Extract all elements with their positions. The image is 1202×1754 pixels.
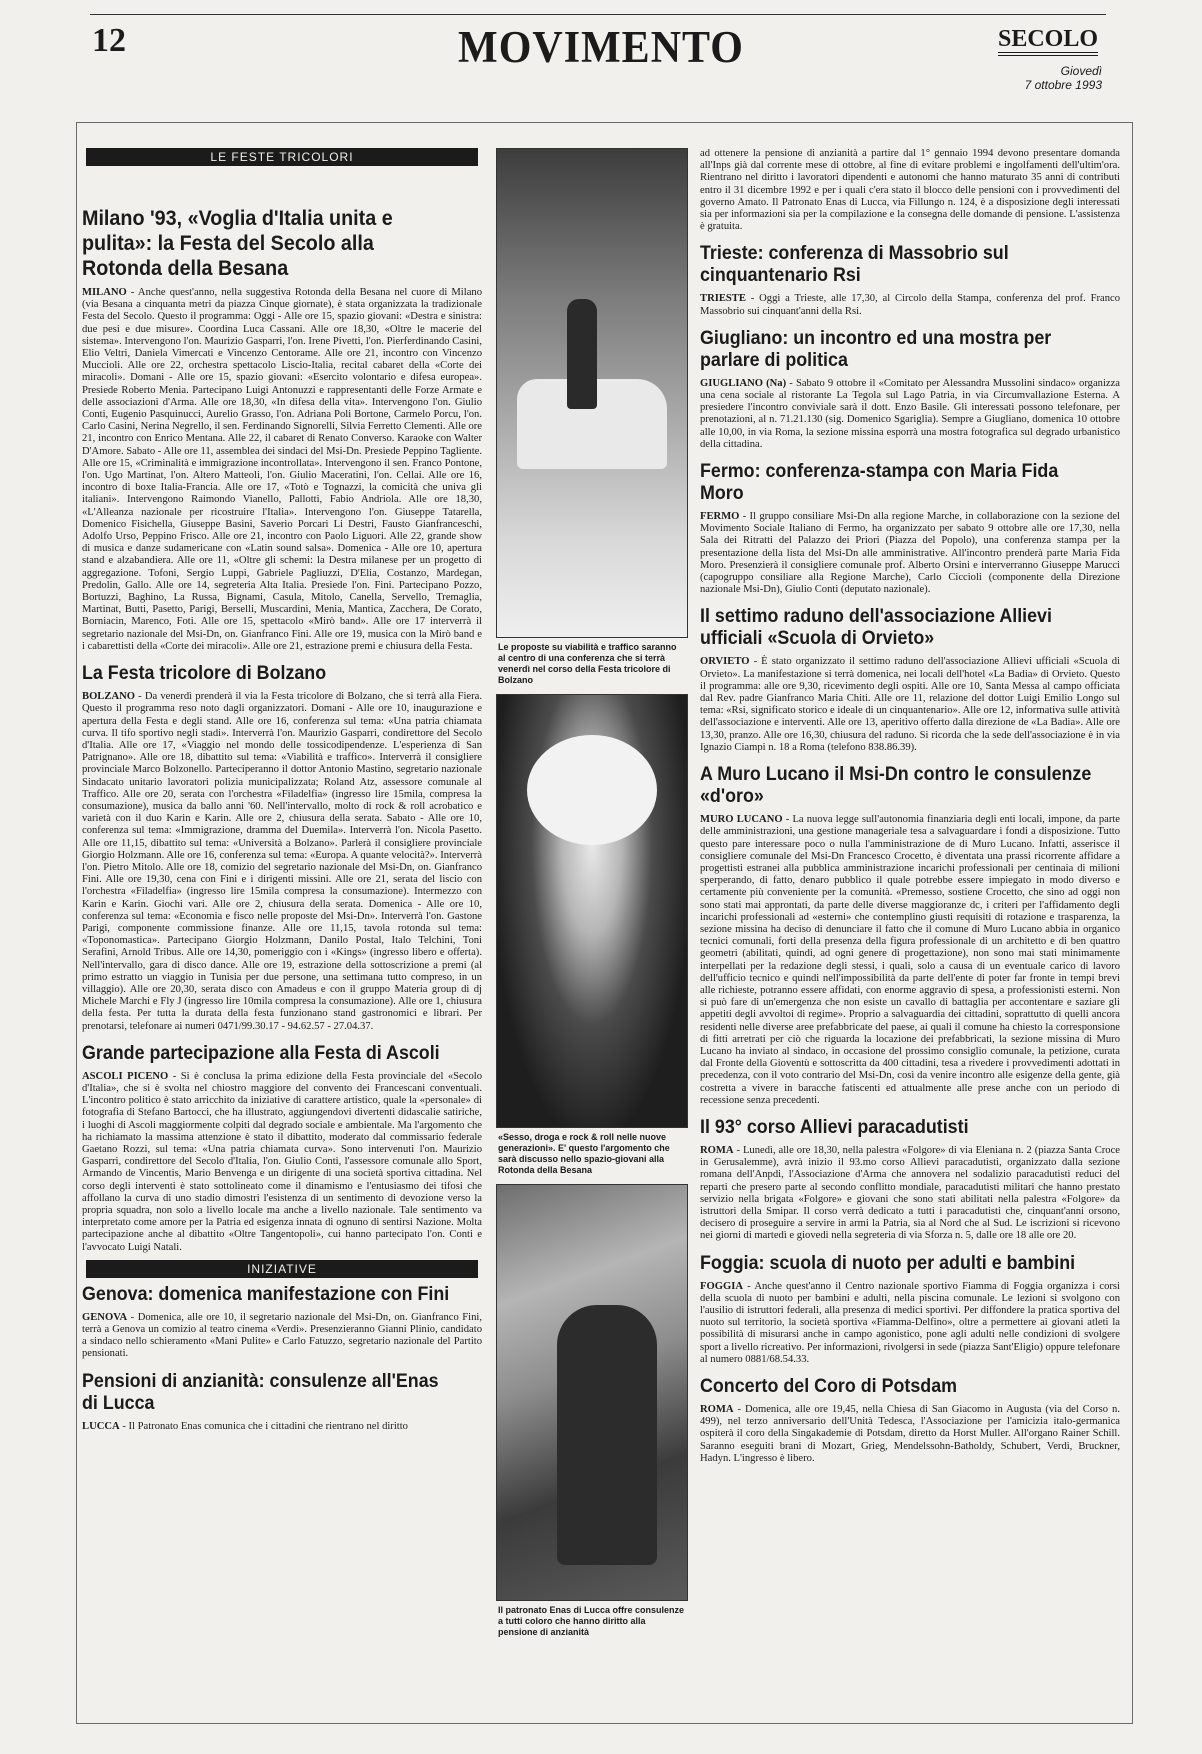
article-body-trieste — [700, 293, 1120, 317]
article-text: - Domenica, alle ore 10, il segretario nazionale del Msi-Dn, on. Gianfranco Fini, terrà a Genova un comizio al teatro cinema «Verdi». Presenzieranno Gianni Plinio, candidato a sindaco nello schieramento «Mani Pulite» e Carlo Fatuzzo, segretario nazionale del Partito pensionati. — [82, 1311, 482, 1360]
article-text: - È stato organizzato il settimo raduno dell'associazione Allievi ufficiali «Scuola di Orvieto». La manifestazione si terrà domenica, nei locali dell'hotel «La Badia» di Orvieto. Questo il programma: alle ore 9,30, ricevimento degli ospiti. Alle ore 10, Santa Messa al campo officiata dal Rev. padre Gianfranco Maria Chiti. Alle ore 11, relazione del dottor Luigi Emilio Longo sul tema: «Rsi, significato storico e ideale di un cinquantenario». Alle ore 12, informativa sulle attività dell'associazione e interventi. Alle ore 13, aperitivo offerto dalla direzione de «La Badia». Alle ore 13,30, pranzo. Alle ore 16,30, chiusura del raduno. Si ricorda che la sede dell'associazione è in via Ignazio Ciampi n. 18 a Roma (telefono 838.86.39). — [700, 656, 1120, 753]
dateline: ORVIETO — [700, 656, 750, 668]
dateline: TRIESTE — [700, 293, 746, 305]
article-body-lucca — [82, 1421, 482, 1433]
photo-balloon — [496, 694, 688, 1128]
article-title-genova: Genova: domenica manifestazione con Fini — [82, 1283, 450, 1305]
dateline: LUCCA — [82, 1420, 120, 1432]
column-left — [82, 148, 482, 1714]
article-body-foggia — [700, 1281, 1120, 1366]
article-text: - La nuova legge sull'autonomia finanziaria degli enti locali, impone, da parte delle amministrazioni, una gestione manageriale tesa a salvaguardare i fondi a disposizione. Tutto questo pare interessare poco o nulla l'amministrazione de di Muro Lucano. Infatti, asserisce il consigliere comunale del Msi-Dn Francesco Crocetto, è diventata una prassi ricorrente affidare a progettisti estranei alla pubblica amministrazione incarichi professionali per centinaia di milioni sperperando, di fatto, denaro pubblico il quale potrebbe essere impiegato in modo diverso e certamente più conveniente per la comunità. «Premesso, sostiene Crocetto, che sino ad oggi non sono stati mai approntati, da parte delle diverse maggioranze dc, i criteri per l'affidamento degli incarichi professionali ad «esterni» che contemplino giusti requisiti di rotazione e trasparenza, la sezione missina ha deciso di denunciare il fatto che il comune di Muro Lucano abbia in organico tecnici comunali, forti della presenza della figura professionale di un architetto e di ben quattro geometri (abilitati, quindi, ad ogni genere di progettazione), non sono mai stati minimamente interpellati per la redazione degli stessi, i quali, solo a causa di un eventuale carico di lavoro dell'ufficio tecnico e quindi nell'impossibilità da parte dell'ente di poter far fronte in tempi brevi alle richieste, potranno essere affidati, con enorme aggravio di spesa, a professionisti esterni. Non si può fare di un'emergenza che non esiste un cavallo di battaglia per accontentare e saziare gli appetiti degli avvoltoi di regime». Proprio a salvaguardia dei cittadini, soprattutto di quelli ancora residenti nelle diverse aree prefabbricate del paese, ai quali il comune ha chiesto la corresponsione di fitti arretrati per ciò che riguarda la locazione dei prefabbricati, la sezione missina di Muro Lucano ha inviato al sindaco, in occasione del prossimo consiglio comunale, la petizione, curata dal Fronte della Gioventù e sottoscritta da 400 cittadini, tesa a rivedere i provvedimenti adottati in precedenza, con il voto contrario del Msi-Dn, così da venire incontro alle esigenze della gente, già costretta a vivere in baracche fatiscenti ed attualmente alle prese anche con un periodo di recessione senza precedenti. — [700, 814, 1120, 1106]
article-title-potsdam: Concerto del Coro di Potsdam — [700, 1376, 958, 1398]
dateline: FOGGIA — [700, 1280, 743, 1292]
top-rule — [90, 14, 1106, 15]
article-continued-lucca: ad ottenere la pensione di anzianità a partire dal 1° gennaio 1994 devono presentare domanda all'Inps già dal corrente mese di ottobre, al fine di evitare problemi e ingolfamenti dell'ultim'ora. Rientrano nel diritto i lavoratori dipendenti e autonomi che hanno maturato 35 anni di contributi entro il 31 dicembre 1992 e per i quali c'era stato il blocco delle pensioni con i provvedimenti del governo Amato. Il Patronato Enas di Lucca, via Fillungo n. 124, è a disposizione degli interessati sia per informazioni sia per la compilazione e la consegna delle domande di pensione. L'assistenza è gratuita. — [700, 148, 1120, 233]
article-text: - Sabato 9 ottobre il «Comitato per Alessandra Mussolini sindaco» organizza una cena sociale al ristorante La Tegola sul Lago Patria, in via Circumvallazione Esterna. A presiedere l'incontro conviviale sarà il dott. Enzo Basile. Gli interessati possono telefonare, per prenotazioni, al n. 71.21.130 (sig. Domenico Sgariglia). Sempre a Giugliano, domenica 10 ottobre alle 10,00, in via Roma, la sezione missina esporrà una mostra fotografica sul degrado urbanistico della cittadina. — [700, 377, 1120, 450]
article-body-muro-lucano — [700, 814, 1120, 1107]
article-title-ascoli: Grande partecipazione alla Festa di Ascoli — [82, 1042, 440, 1064]
section-band-iniziative: INIZIATIVE — [86, 1260, 478, 1278]
article-title-bolzano: La Festa tricolore di Bolzano — [82, 663, 327, 685]
photo-caption-balloon: «Sesso, droga e rock & roll nelle nuove generazioni». E' questo l'argomento che sarà discusso nello spazio-giovani alla Rotonda della Besana — [498, 1132, 670, 1175]
article-text: - Lunedì, alle ore 18,30, nella palestra «Folgore» di via Eleniana n. 2 (piazza Santa Croce in Gerusalemme), avrà inizio il 93.mo corso Allievi paracadutisti, organizzato dalla sezione romana dell'Anpdi, l'Associazione d'Arma che annovera nel sodalizio paracadutisti reduci del reparti che presero parte al secondo conflitto mondiale, paracadutisti militari che hanno prestato servizio nella brigata «Folgore» e giovani che sono stati abilitati nella palestra «Folgore» da istruttori della Smipar. Il corso verrà dedicato a tutti i paracadutisti che, cinquant'anni orsono, decisero di proseguire a servire in armi la Patria, sia al Nord che al Sud. Le iscrizioni si ricevono nei giorni di martedì e giovedì nella segreteria di via Sforza n. 5, dalle ore 18 alle ore 20. — [700, 1144, 1120, 1242]
photo-traffic — [496, 148, 688, 638]
dateline: MILANO — [82, 287, 127, 298]
article-body-bolzano — [82, 691, 482, 1033]
article-title-foggia: Foggia: scuola di nuoto per adulti e bambini — [700, 1252, 1076, 1274]
article-text: - Anche quest'anno il Centro nazionale sportivo Fiamma di Foggia organizza i corsi della scuola di nuoto per bambini e adulti, nella piscina comunale. Le lezioni si svolgono con l'ausilio di istruttori federali, alla presenza di medici sportivi. Per diffondere la pratica sportiva del nuoto sul territorio, la società sportiva «Fiamma-Delfino», oltre a permettere ai giovani atleti la possibilità di misurarsi anche in campo agonistico, pone agli adulti nelle condizioni di svolgere sport a livello ricreativo. Per informazioni, rivolgersi in sede (piazza Sant'Eligio) oppure telefonare al numero 0881/68.54.33. — [700, 1280, 1120, 1365]
photo-caption-patronato: Il patronato Enas di Lucca offre consulenze a tutti coloro che hanno diritto alla pensione di anzianità — [498, 1605, 685, 1637]
article-title-giugliano: Giugliano: un incontro ed una mostra per parlare di politica — [700, 327, 1052, 371]
article-body-giugliano — [700, 378, 1120, 451]
article-body-milano — [82, 287, 482, 653]
dateline: BOLZANO — [82, 691, 135, 703]
newspaper-logo: SECOLO — [998, 26, 1098, 56]
photo-caption-traffic: Le proposte su viabilità e traffico saranno al centro di una conferenza che si terrà venerdì nel corso della Festa tricolore di Bolzano — [498, 642, 677, 685]
column-photos — [496, 148, 688, 1714]
article-title-muro-lucano: A Muro Lucano il Msi-Dn contro le consulenze «d'oro» — [700, 764, 1092, 808]
article-body-potsdam — [700, 1404, 1120, 1465]
dateline: ROMA — [700, 1404, 734, 1416]
article-text: - Si è conclusa la prima edizione della Festa provinciale del «Secolo d'Italia», che si è svolta nel chiostro maggiore del convento dei Francescani conventuali. L'incontro politico è stato arricchito da iniziative di carattere artistico, quale la «personale» di fotografia di Stefano Bartocci, che ha illustrato, aggiungendovi divertenti didascalie satiriche, i luoghi di Ascoli maggiormente colpiti dal degrado sociale e ambientale. Ma l'argomento che ha richiamato la massima attenzione è stato il dibattito, moderato dal commissario federale Gaetano Rozzi, sul tema: «Una patria chiamata curva». Sono intervenuti l'on. Maurizio Gasparri, condirettore del Secolo d'Italia, l'on. Giulio Conti, l'assessore comunale allo Sport, Armando de Vincentis, Mario Benvenga e un dirigente di una società sportiva cittadina. Nel corso degli interventi è stato sottolineato come il dinamismo e l'entusiasmo dei tifosi che affollano la curva di uno stadio dimostri l'esistenza di un sentimento di devozione verso la propria squadra, non solo a livello locale ma anche a livello nazionale. Tale sentimento va interpretato come amore per la Patria ed esigenza innata di ognuno di sentirsi Nazione. Molta partecipazione anche al dibattito «Oltre Tangentopoli», cui hanno partecipato l'on. Conti e l'avvocato Luigi Natali. — [82, 1070, 482, 1253]
dateline: ROMA — [700, 1144, 734, 1156]
article-text: - Il Patronato Enas comunica che i cittadini che rientrano nel diritto — [122, 1420, 408, 1432]
dateline: MURO LUCANO — [700, 814, 783, 826]
article-title-fermo: Fermo: conferenza-stampa con Maria Fida Moro — [700, 461, 1059, 505]
section-title: MOVIMENTO — [458, 23, 744, 73]
photo-person-shape — [557, 1305, 657, 1565]
article-title-lucca: Pensioni di anzianità: consulenze all'Enas di Lucca — [82, 1370, 439, 1414]
article-title-orvieto: Il settimo raduno dell'associazione Allievi ufficiali «Scuola di Orvieto» — [700, 606, 1052, 650]
article-body-orvieto — [700, 656, 1120, 754]
article-text: - Il gruppo consiliare Msi-Dn alla regione Marche, in collaborazione con la sezione del Movimento Sociale Italiano di Fermo, ha organizzato per sabato 9 ottobre alle ore 17,30, nella Sala dei Ritratti del Palazzo dei Priori (Piazza del Popolo), una conferenza stampa per la presentazione della lista del Msi-Dn alle amministrative. All'incontro prenderà parte Maria Fida Moro. Presenzierà il consigliere comunale prof. Alberto Orsini e interverranno Giuseppe Marucci (capogruppo consiliare alla Regione Marche), Carlo Ciccioli (componente della Direzione nazionale Msi-Dn), Giulio Conti (deputato nazionale). — [700, 511, 1120, 596]
issue-day: Giovedì — [1060, 64, 1102, 78]
article-title-paracadutisti: Il 93° corso Allievi paracadutisti — [700, 1116, 969, 1138]
article-title-trieste: Trieste: conferenza di Massobrio sul cinquantenario Rsi — [700, 243, 1009, 287]
dateline: ASCOLI PICENO — [82, 1070, 169, 1082]
article-text: - Domenica, alle ore 19,45, nella Chiesa di San Giacomo in Augusta (via del Corso n. 499), nel terzo anniversario dell'Unità Tedesca, l'Associazione per l'amicizia italo-germanica ospiterà il coro della Singakademie di Potsdam, diretto da Horst Muller. All'organo Rainer Schill. Saranno eseguiti brani di Mozart, Grieg, Mendelssohn-Batholdy, Schubert, Verdi, Bruckner, Hadyn. L'ingresso è libero. — [700, 1404, 1120, 1464]
dateline: FERMO — [700, 511, 740, 523]
article-body-paracadutisti — [700, 1145, 1120, 1243]
article-text: - Da venerdì prenderà il via la Festa tricolore di Bolzano, che si terrà alla Fiera. Questo il programma reso noto dagli organizzatori. Domani - Alle ore 10, inaugurazione e apertura della Festa e degli stand. Alle ore 16, conferenza sul tema: «Una patria chiamata curva. Il tifo sportivo negli stadi». Interverrà l'on. Maurizio Gasparri, condirettore del Secolo d'Italia. Alle ore 17, «Viaggio nel mondo delle tossicodipendenze. L'esperienza di San Patrignano». Alle ore 18, dibattito sul tema: «Viabilità e traffico». Interverrà il consigliere provinciale Marco Bolzonello. Parteciperanno il dottor Antonio Mastino, segretario nazionale Sindacato unitario lavoratori polizia municipalizzata; Roland Atz, assessore comunale al Traffico. Alle ore 20, serata con l'orchestra «Filadelfia» (ingresso lire 15mila, compresa la consumazione), musica da ballo anni '60. Nell'intervallo, molto di rock & roll acrobatico e varietà con il duo Karin e Karin. Alle ore 2, chiusura della serata. Sabato - Alle ore 10, conferenza sul tema: «Immigrazione, dramma del Duemila». Interverrà l'on. Nicola Pasetto. Alle ore 11,15, dibattito sul tema: «Università a Bolzano». Parlerà il consigliere provinciale Giorgio Holzmann. Alle ore 16, conferenza sul tema: «Europa. A quante velocità?». Interverrà l'on. Pietro Mitolo. Alle ore 18, comizio del segretario nazionale del Msi-Dn, on. Gianfranco Fini. Alle ore 19,30, cena con Fini e i dirigenti missini. Alle ore 21, serata del liscio con l'orchestra «Filadelfia» (ingresso lire 15mila compresa la consumazione). Intermezzo con Karin e Karin. Giochi vari. Alle ore 2, chiusura della serata. Domenica - Alle ore 10, conferenza sul tema: «Economia e fisco nelle proposte del Msi-Dn». Interverrà l'on. Gastone Parigi, componente commissione finanze. Alle ore 11,15, tavola rotonda sul tema: «Toponomastica». Partecipano Giorgio Holzmann, Danilo Postal, Italo Telchini, Toni Serafini, Arnold Tribus. Alle ore 14,30, pomeriggio con i «Kings» (ingresso libero e offerta). Nell'intervallo, gara di disco dance. Alle ore 19, estrazione della sottoscrizione a premi (al primo estratto un viaggio in Tunisia per due persone, una settimana tutto compreso, in un villaggio). Alle ore 20,30, serata disco con Amadeus e con il gruppo Materia group di dj Michele Marchi e Fly J (ingresso lire 10mila compresa la consumazione). Alle ore 1, chiusura della festa. Per tutta la durata della festa funzionano stand gastronomici e librari. Per prenotarsi, telefonare ai numeri 0471/99.30.17 - 94.62.57 - 27.04.37. — [82, 691, 482, 1032]
issue-date-text: 7 ottobre 1993 — [1024, 78, 1102, 92]
article-text: - Oggi a Trieste, alle 17,30, al Circolo della Stampa, conferenza del prof. Franco Massobrio sui cinquant'anni della Rsi. — [700, 293, 1120, 317]
photo-patronato — [496, 1184, 688, 1601]
column-right — [700, 148, 1120, 1714]
page-number: 12 — [92, 22, 126, 59]
article-body-genova — [82, 1312, 482, 1361]
dateline: GENOVA — [82, 1311, 128, 1323]
article-title-milano: Milano '93, «Voglia d'Italia unita e pulita»: la Festa del Secolo alla Rotonda della Besana — [82, 207, 393, 280]
issue-date — [1025, 64, 1102, 92]
photo-figure-shape — [567, 299, 597, 409]
section-band-feste: LE FESTE TRICOLORI — [86, 148, 478, 166]
article-body-ascoli — [82, 1071, 482, 1254]
article-body-fermo — [700, 511, 1120, 596]
article-text: - Anche quest'anno, nella suggestiva Rotonda della Besana nel cuore di Milano (via Besana a cinquanta metri da piazza Cinque giornate), è stata organizzata la tradizionale Festa del Secolo. Questo il programma: Oggi - Alle ore 15, spazio giovani: «Destra e sinistra: due pesi e due misure». Coordina Luca Cassani. Alle ore 18,30, «Oltre le macerie del sistema». Intervengono l'on. Maurizio Gasparri, l'on. Irene Pivetti, l'on. Pierferdinando Casini, Elio Veltri, Daniela Vimercati e Vincenzo Centorame. Alle ore 21, incontro con Vincenzo Muccioli. Alle ore 22, orchestra spettacolo Liscio-Italia, recital cabaret della «Corte dei miracoli». Domani - Alle ore 15, spazio giovani: «Esercito volontario e difesa europea». Presiede Roberto Menia. Partecipano Luigi Antonuzzi e rappresentanti delle Forze Armate e delle associazioni d'Arma. Alle ore 18,30, «In difesa della vita». Intervengono l'on. Giulio Conti, Eugenio Pasquinucci, Aurelio Grasso, l'on. Adriana Poli Bortone, Carmelo Porcu, l'on. Carlo Casini, Nerina Negrello, il sen. Ferdinando Signorelli, Silvia Ferretto Clementi. Alle ore 21, incontro con Enrico Mentana. Alle 22, il cabaret di Renato Converso. Karaoke con Walter D'Amore. Sabato - Alle ore 11, assemblea dei sindaci del Msi-Dn. Presiede Peppino Tagliente. Alle ore 15, «Criminalità e immigrazione incontrollata». Intervengono il sen. Franco Pontone, l'on. Ugo Martinat, l'on. Altero Matteoli, l'on. Giulio Maceratini, l'on. Cellai. Alle ore 16, incontro di boxe Italia-Francia. Alle ore 17, «Totò e Tognazzi, la comicità che univa gli italiani». Intervengono Raimondo Vianello, Pallotti, Fabio Andriola. Alle ore 18,30, «L'Alleanza nazionale per ricostruire l'Italia». Intervengono l'on. Giuseppe Tatarella, Domenico Fisichella, Giuseppe Basini, Saverio Porcari Li Destri, Fausto Gianfranceschi, Adolfo Urso, Peppino Frisco. Alle ore 21, incontro con Paolo Liguori. Alle 22, grande show di musica e danze sudamericane con «Latin sound salsa». Domenica - Alle ore 10, apertura stand e alzabandiera. Alle ore 11, «Oltre gli schemi: la Destra milanese per un progetto di aggregazione. Tofoni, Sergio Luppi, Gabriele Pagliuzzi, D'Elia, Costanzo, Mardegan, Predolin, Gallo. Alle ore 14, segreteria Alta Italia. Presiede l'on. Fini. Partecipano Pozzo, Bortuzzi, Baghino, La Russa, Bignami, Casula, Mitolo, Canella, Servello, Tremaglia, Martinat, Butti, Pasetto, Parigi, Berselli, Muscardini, Menia, Mantica, Zacchera, De Corato, Borniacin, Marenco, Foti. Alle ore 15, spettacolo «Mirò band». Alle ore 17 interverrà il segretario nazionale del Msi-Dn, on. Gianfranco Fini. Alle ore 19, musica con la Mirò band e i cabarettisti della «Corte dei miracoli». Alle ore 21, estrazione premi e chiusura della Festa. — [82, 287, 482, 652]
photo-balloon-shape — [527, 735, 657, 845]
dateline: GIUGLIANO (Na) — [700, 377, 787, 389]
